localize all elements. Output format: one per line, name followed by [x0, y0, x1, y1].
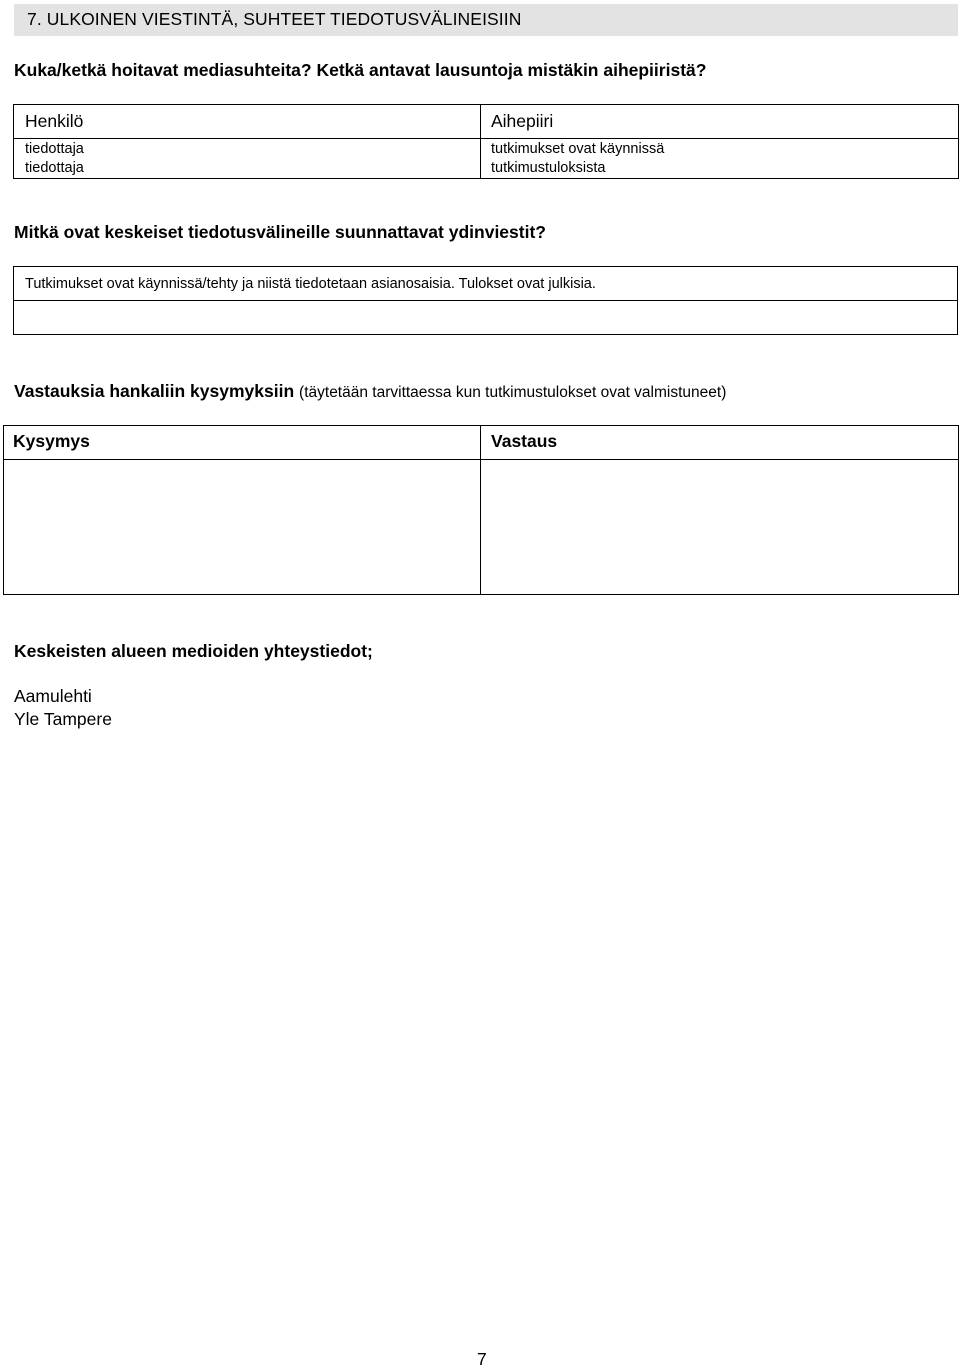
core-message-cell: [14, 301, 958, 335]
header-answer: Vastaus: [491, 431, 558, 451]
header-cell-answer: [481, 426, 959, 460]
person-item: tiedottaja: [25, 141, 84, 157]
table-header-row: [4, 426, 959, 460]
difficult-questions-table: [3, 425, 959, 595]
table-row: [14, 301, 958, 335]
core-message-text: [14, 301, 957, 308]
topic-cell: [481, 139, 959, 179]
header-question: Kysymys: [13, 431, 90, 451]
topic-item: tutkimukset ovat käynnissä: [491, 141, 665, 157]
person-cell: [14, 139, 481, 179]
section-title: 7. ULKOINEN VIESTINTÄ, SUHTEET TIEDOTUSVÄLINEISIIN: [27, 9, 522, 29]
header-cell-topic: [481, 105, 959, 139]
media-relations-table: [13, 104, 959, 179]
media-relations-question: Kuka/ketkä hoitavat mediasuhteita? Ketkä antavat lausuntoja mistäkin aihepiiristä?: [14, 60, 707, 80]
core-messages-table: [13, 266, 958, 335]
table-row: [14, 267, 958, 301]
media-contacts-list: [14, 685, 112, 731]
media-contacts-heading: Keskeisten alueen medioiden yhteystiedot;: [14, 641, 373, 661]
table-header-row: [14, 105, 959, 139]
table-row: [4, 460, 959, 595]
topic-item: tutkimustuloksista: [491, 160, 606, 176]
person-item: tiedottaja: [25, 160, 84, 176]
header-person: Henkilö: [25, 111, 84, 131]
list-item: Aamulehti: [14, 686, 92, 706]
topic-list: [481, 139, 958, 178]
core-message-text: Tutkimukset ovat käynnissä/tehty ja niistä tiedotetaan asianosaisia. Tulokset ovat julkisia.: [25, 276, 596, 292]
header-cell-person: [14, 105, 481, 139]
header-topic: Aihepiiri: [491, 111, 554, 131]
difficult-questions-note: (täytetään tarvittaessa kun tutkimustulokset ovat valmistuneet): [299, 384, 727, 401]
page-number: 7: [477, 1349, 487, 1369]
core-message-cell: [14, 267, 958, 301]
difficult-questions-heading: [14, 380, 726, 404]
table-row: [14, 139, 959, 179]
question-cell: [4, 460, 481, 595]
person-list: [14, 139, 480, 178]
difficult-questions-title: Vastauksia hankaliin kysymyksiin: [14, 381, 295, 401]
list-item: Yle Tampere: [14, 709, 112, 729]
answer-cell: [481, 460, 959, 595]
header-cell-question: [4, 426, 481, 460]
core-messages-question: Mitkä ovat keskeiset tiedotusvälineille suunnattavat ydinviestit?: [14, 222, 546, 242]
